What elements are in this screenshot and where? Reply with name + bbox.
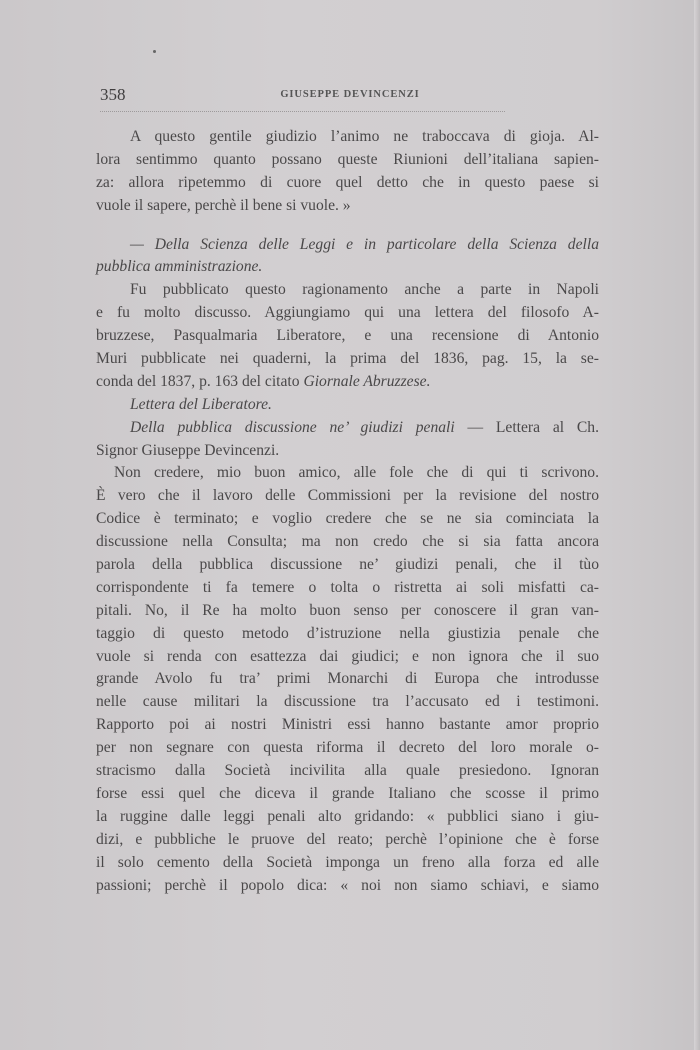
text-line: bruzzese, Pasqualmaria Liberatore, e una recensione di Antonio xyxy=(96,327,599,345)
text-line: e fu molto discusso. Aggiungiamo qui una lettera del filosofo A- xyxy=(96,304,599,322)
letter-heading: Lettera del Liberatore. xyxy=(130,395,272,413)
text-line: grande Avolo fu tra’ primi Monarchi di Europa che introdusse xyxy=(96,670,599,688)
text-line: Codice è terminato; e voglio credere che se ne sia cominciata la xyxy=(96,510,599,528)
paragraph-publication xyxy=(96,279,599,393)
page-number: 358 xyxy=(100,85,126,104)
page-header xyxy=(100,85,600,111)
text-line: dizi, e pubbliche le pruove del reato; perchè l’opinione che è forse xyxy=(96,830,599,848)
text-line: Rapporto poi ai nostri Ministri essi hanno bastante amor proprio xyxy=(96,716,599,734)
text-line: passioni; perchè il popolo dica: « noi non siamo schiavi, e siamo xyxy=(96,876,599,894)
text-line: vuole il sapere, perchè il bene si vuole. » xyxy=(96,196,351,214)
text-line: parola della pubblica discussione ne’ giudizi penali, che il tùo xyxy=(96,556,599,574)
paragraph-quote-end xyxy=(96,126,599,218)
text-line xyxy=(96,371,599,394)
text-line: stracismo dalla Società incivilita alla quale presiedono. Ignoran xyxy=(96,762,599,780)
letter-title-line xyxy=(96,417,599,440)
text-line: vuole si renda con esattezza dai giudici; e non ignora che il suo xyxy=(96,647,599,665)
text-line: nelle cause militari la discussione tra l’accusato ed i testimoni. xyxy=(96,693,599,711)
text-line: per non segnare con questa riforma il decreto del loro morale o- xyxy=(96,739,599,757)
text-line: Non credere, mio buon amico, alle fole che di qui ti scrivono. xyxy=(114,464,599,482)
letter-title: Della pubblica discussione ne’ giudizi penali xyxy=(130,418,455,436)
letter-recipient: Signor Giuseppe Devincenzi. xyxy=(96,441,280,459)
journal-title: Giornale Abruzzese. xyxy=(303,372,431,390)
section-title xyxy=(96,234,599,280)
text-plain: conda del 1837, p. 163 del citato xyxy=(96,372,304,390)
text-line: corrispondente ti fa temere o tolta o ristretta ai soli misfatti ca- xyxy=(96,578,599,596)
header-rule xyxy=(100,111,505,112)
text-line: za: allora ripetemmo di cuore quel detto che in questo paese si xyxy=(96,173,599,191)
paragraph-letter xyxy=(96,462,599,897)
title-line: — Della Scienza delle Leggi e in particolare della Scienza della xyxy=(130,235,599,253)
text-line: il solo cemento della Società imponga un freno alla forza ed alle xyxy=(96,853,599,871)
title-line: pubblica amministrazione. xyxy=(96,258,263,276)
section-gap xyxy=(96,218,599,234)
text-line: forse essi quel che diceva il grande Italiano che scosse il primo xyxy=(96,784,599,802)
text-line: discussione nella Consulta; ma non credo che si sia fatta ancora xyxy=(96,533,599,551)
running-head: GIUSEPPE DEVINCENZI xyxy=(280,89,420,100)
text-line: pitali. No, il Re ha molto buon senso per conoscere il gran van- xyxy=(96,601,599,619)
text-line: taggio di questo metodo d’istruzione nella giustizia penale che xyxy=(96,624,599,642)
text-line: la ruggine dalle leggi penali alto gridando: « pubblici siano i giu- xyxy=(96,807,599,825)
text-line: Fu pubblicato questo ragionamento anche a parte in Napoli xyxy=(130,281,599,299)
page-body xyxy=(96,126,599,897)
page-edge xyxy=(694,0,700,1050)
text-line: Muri pubblicate nei quaderni, la prima del 1836, pag. 15, la se- xyxy=(96,350,599,368)
text-line: lora sentimmo quanto possano queste Riunioni dell’italiana sapien- xyxy=(96,150,599,168)
letter-subtitle: — Lettera al Ch. xyxy=(454,418,599,436)
text-line: È vero che il lavoro delle Commissioni per la revisione del nostro xyxy=(96,487,599,505)
paper-speck xyxy=(153,50,156,53)
text-line: A questo gentile giudizio l’animo ne traboccava di gioja. Al- xyxy=(130,128,599,145)
